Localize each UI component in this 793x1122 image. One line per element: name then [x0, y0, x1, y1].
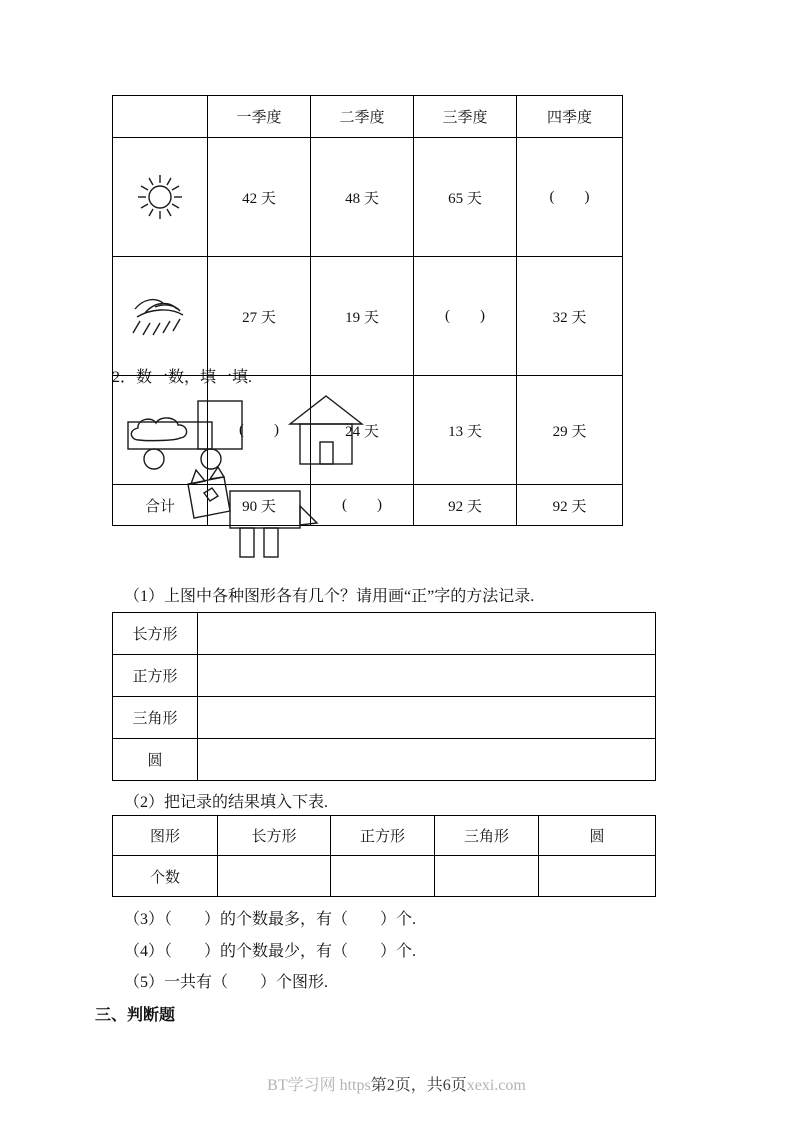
tally-blank-triangle [198, 697, 656, 739]
watermark-right: xexi.com [466, 1077, 526, 1094]
house-drawing [290, 396, 362, 464]
tally-blank-circle [198, 739, 656, 781]
tally-row-square [113, 655, 656, 697]
question-2: （2）把记录的结果填入下表. [124, 794, 329, 811]
tally-row-triangle [113, 697, 656, 739]
result-count-row [113, 856, 656, 897]
tally-label-rectangle: 长方形 [113, 613, 198, 655]
result-count-rectangle [218, 856, 331, 897]
question-3: （3）（ ）的个数最多，有（ ）个. [124, 911, 417, 928]
shapes-figure [118, 394, 448, 566]
sunny-q3-days: 65 天 [414, 138, 517, 257]
rain-icon-cell [113, 257, 208, 376]
sunny-q2-days: 48 天 [311, 138, 414, 257]
total-q2-blank: ( ) [311, 485, 414, 526]
rainy-q3-blank: ( ) [414, 257, 517, 376]
tally-table [112, 612, 656, 781]
rainy-q4-days: 32 天 [517, 257, 623, 376]
sunny-row [113, 138, 623, 257]
question-5: （5）一共有（ ）个图形. [124, 974, 329, 991]
section3-title: 三、判断题 [95, 1007, 176, 1024]
cloudy-q1-blank: ( ) [208, 376, 311, 485]
question-1: （1）上图中各种图形各有几个？请用画“正”字的方法记录. [124, 588, 535, 605]
result-header-circle: 圆 [539, 816, 656, 856]
result-count-circle [539, 856, 656, 897]
season-corner-cell [113, 96, 208, 138]
result-count-label: 个数 [113, 856, 218, 897]
rainy-row [113, 257, 623, 376]
rain-icon [125, 291, 195, 341]
sunny-q4-blank: ( ) [517, 138, 623, 257]
result-count-square [331, 856, 435, 897]
rainy-q2-days: 19 天 [311, 257, 414, 376]
tally-row-circle [113, 739, 656, 781]
sun-icon-cell [113, 138, 208, 257]
total-q3-days: 92 天 [414, 485, 517, 526]
truck-drawing [128, 401, 242, 469]
total-q4-days: 92 天 [517, 485, 623, 526]
result-table [112, 815, 656, 897]
cloudy-q3-days: 13 天 [414, 376, 517, 485]
cloudy-q2-days: 24 天 [311, 376, 414, 485]
result-header-shape: 图形 [113, 816, 218, 856]
section2-title: 2．数一数，填一填. [112, 369, 253, 386]
animal-drawing [188, 467, 317, 557]
result-header-square: 正方形 [331, 816, 435, 856]
tally-label-circle: 圆 [113, 739, 198, 781]
result-header-rectangle: 长方形 [218, 816, 331, 856]
watermark-left: BT学习网 https [267, 1077, 371, 1094]
season-header-q4: 四季度 [517, 96, 623, 138]
result-count-triangle [435, 856, 539, 897]
rainy-q1-days: 27 天 [208, 257, 311, 376]
tally-label-square: 正方形 [113, 655, 198, 697]
page-number: 第2页，共6页 [370, 1077, 467, 1094]
cloudy-q4-days: 29 天 [517, 376, 623, 485]
result-header-triangle: 三角形 [435, 816, 539, 856]
season-header-q1: 一季度 [208, 96, 311, 138]
total-label: 合计 [113, 485, 208, 526]
tally-blank-rectangle [198, 613, 656, 655]
question-4: （4）（ ）的个数最少，有（ ）个. [124, 943, 417, 960]
season-header-q2: 二季度 [311, 96, 414, 138]
tally-blank-square [198, 655, 656, 697]
total-q1-days: 90 天 [208, 485, 311, 526]
sunny-q1-days: 42 天 [208, 138, 311, 257]
tally-label-triangle: 三角形 [113, 697, 198, 739]
result-header-row [113, 816, 656, 856]
season-header-q3: 三季度 [414, 96, 517, 138]
page-footer [0, 1072, 793, 1095]
tally-row-rectangle [113, 613, 656, 655]
sun-icon [130, 172, 190, 222]
season-header-row [113, 96, 623, 138]
